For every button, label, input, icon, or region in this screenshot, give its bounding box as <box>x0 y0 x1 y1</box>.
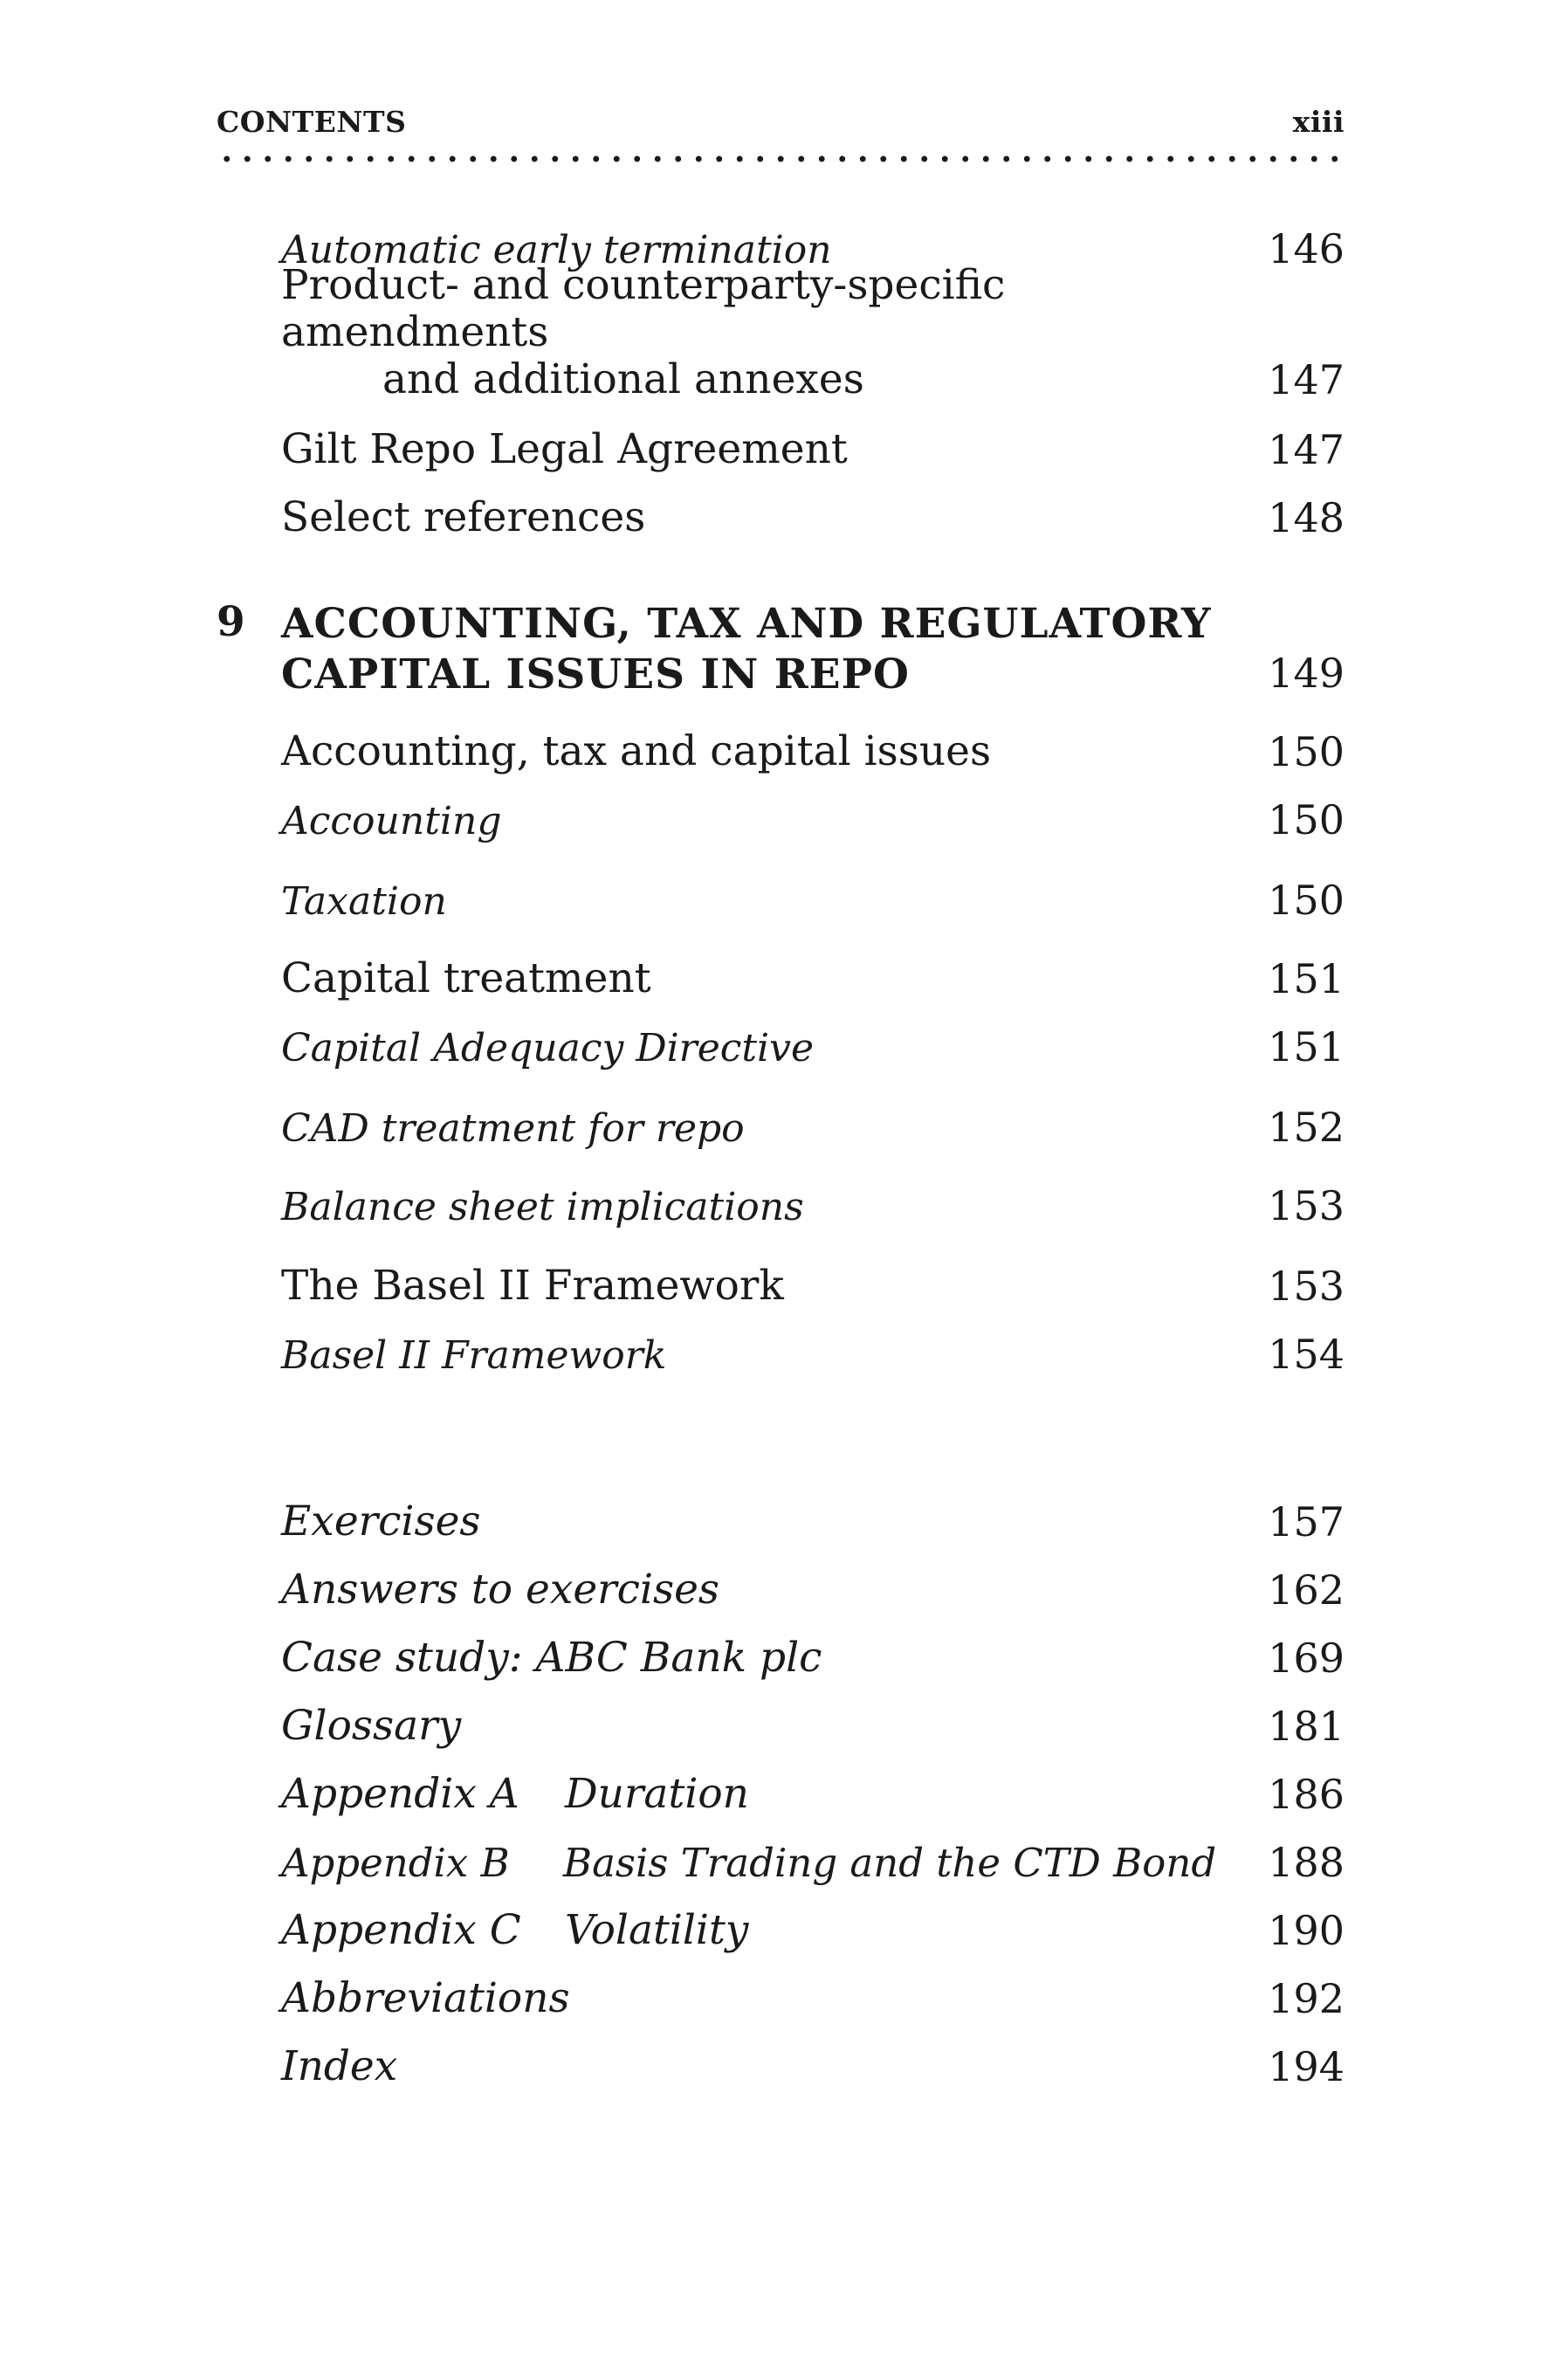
page-number-roman: xiii <box>1292 105 1344 139</box>
toc-backmatter-entry[interactable] <box>281 1491 1344 1545</box>
toc-backmatter-entry[interactable] <box>281 1696 1344 1750</box>
toc-backmatter-entry[interactable] <box>281 1764 1344 1818</box>
toc-entry-title <box>281 1906 748 1954</box>
toc-entry-page: 162 <box>1268 1566 1344 1614</box>
toc-entry-title: Exercises <box>281 1497 481 1545</box>
toc-entry-page: 188 <box>1268 1839 1344 1886</box>
toc-entry-page: 186 <box>1268 1771 1344 1818</box>
toc-entry[interactable] <box>281 487 1344 541</box>
chapter-heading[interactable] <box>281 599 1344 697</box>
toc-entry-page: 150 <box>1268 728 1344 775</box>
toc-subentry[interactable] <box>281 871 1344 924</box>
toc-subentry[interactable] <box>281 1325 1344 1378</box>
toc-entry-title <box>281 1840 1216 1886</box>
toc-subentry[interactable] <box>281 1177 1344 1229</box>
appendix-label: Appendix C <box>281 1906 521 1954</box>
toc-entry-title: Gilt Repo Legal Agreement <box>281 425 848 473</box>
toc-entry-title <box>281 1770 749 1818</box>
toc-entry-page: 153 <box>1268 1263 1344 1310</box>
appendix-title: Basis Trading and the CTD Bond <box>563 1840 1217 1886</box>
toc-entry-page: 151 <box>1268 1023 1344 1070</box>
toc-entry-page: 181 <box>1268 1703 1344 1750</box>
toc-entry-title: Automatic early termination <box>281 228 832 272</box>
toc-entry-title-line2: and additional annexes <box>382 355 864 403</box>
toc-entry-title: Accounting <box>281 799 502 843</box>
toc-entry-page: 190 <box>1268 1907 1344 1954</box>
toc-entry[interactable] <box>281 261 1344 403</box>
toc-entry-page: 152 <box>1268 1104 1344 1151</box>
dotted-rule-divider <box>217 155 1344 162</box>
toc-backmatter-entry[interactable] <box>281 1900 1344 1954</box>
appendix-label: Appendix B <box>281 1840 510 1886</box>
running-head <box>217 103 1344 141</box>
toc-backmatter-entry[interactable] <box>281 1832 1344 1886</box>
toc-entry-title: Capital treatment <box>281 954 651 1002</box>
toc-entry-title: Capital Adequacy Directive <box>281 1026 815 1070</box>
appendix-label: Appendix A <box>281 1770 519 1818</box>
toc-entry-title: Case study: ABC Bank plc <box>281 1634 822 1682</box>
toc-entry-title: Glossary <box>281 1702 462 1750</box>
toc-entry-title <box>281 262 1268 403</box>
chapter-title-line1: ACCOUNTING, TAX AND REGULATORY <box>281 600 1212 648</box>
toc-entry-page: 169 <box>1268 1635 1344 1682</box>
toc-entry-page: 150 <box>1268 877 1344 924</box>
toc-subentry[interactable] <box>281 791 1344 843</box>
toc-entry-page: 153 <box>1268 1182 1344 1229</box>
toc-entry[interactable] <box>281 419 1344 473</box>
toc-entry-page: 151 <box>1268 955 1344 1002</box>
toc-entry-page: 146 <box>1268 225 1344 272</box>
toc-entry-title: Answers to exercises <box>281 1566 720 1614</box>
toc-entry-title: Taxation <box>281 879 447 924</box>
toc-entry-page: 148 <box>1268 494 1344 541</box>
appendix-title: Volatility <box>565 1906 749 1954</box>
toc-entry-page: 147 <box>1268 426 1344 473</box>
toc-entry-title: The Basel II Framework <box>281 1262 784 1310</box>
toc-entry-page: 192 <box>1268 1975 1344 2022</box>
toc-entry-title: Index <box>281 2042 398 2090</box>
toc-entry-page: 157 <box>1268 1498 1344 1545</box>
chapter-title-line2: CAPITAL ISSUES IN REPO <box>281 650 910 699</box>
toc-entry-title: Balance sheet implications <box>281 1185 804 1229</box>
toc-entry-page: 147 <box>1268 356 1344 403</box>
toc-entry-title: Abbreviations <box>281 1974 570 2022</box>
chapter-number: 9 <box>217 598 245 646</box>
toc-entry[interactable] <box>281 1256 1344 1310</box>
toc-entry-page: 194 <box>1268 2043 1344 2090</box>
toc-subentry[interactable] <box>281 1018 1344 1070</box>
toc-entry-page: 150 <box>1268 796 1344 843</box>
toc-entry-title: CAD treatment for repo <box>281 1106 745 1151</box>
chapter-title <box>281 599 1259 700</box>
chapter-page: 149 <box>1268 650 1344 697</box>
toc-entry-title-line1: Product- and counterparty-specific amendments <box>281 261 1006 356</box>
toc-entry-title: Accounting, tax and capital issues <box>281 727 992 775</box>
toc-entry-title: Basel II Framework <box>281 1333 667 1378</box>
toc-entry-title: Select references <box>281 493 646 541</box>
toc-subentry[interactable] <box>281 1098 1344 1151</box>
toc-backmatter-entry[interactable] <box>281 2036 1344 2090</box>
appendix-title: Duration <box>565 1770 749 1818</box>
toc-entry[interactable] <box>281 948 1344 1002</box>
toc-entry[interactable] <box>281 721 1344 775</box>
toc-backmatter-entry[interactable] <box>281 1628 1344 1682</box>
toc-backmatter-entry[interactable] <box>281 1559 1344 1614</box>
toc-entry-page: 154 <box>1268 1331 1344 1378</box>
running-head-title: CONTENTS <box>217 105 407 139</box>
toc-backmatter-entry[interactable] <box>281 1968 1344 2022</box>
